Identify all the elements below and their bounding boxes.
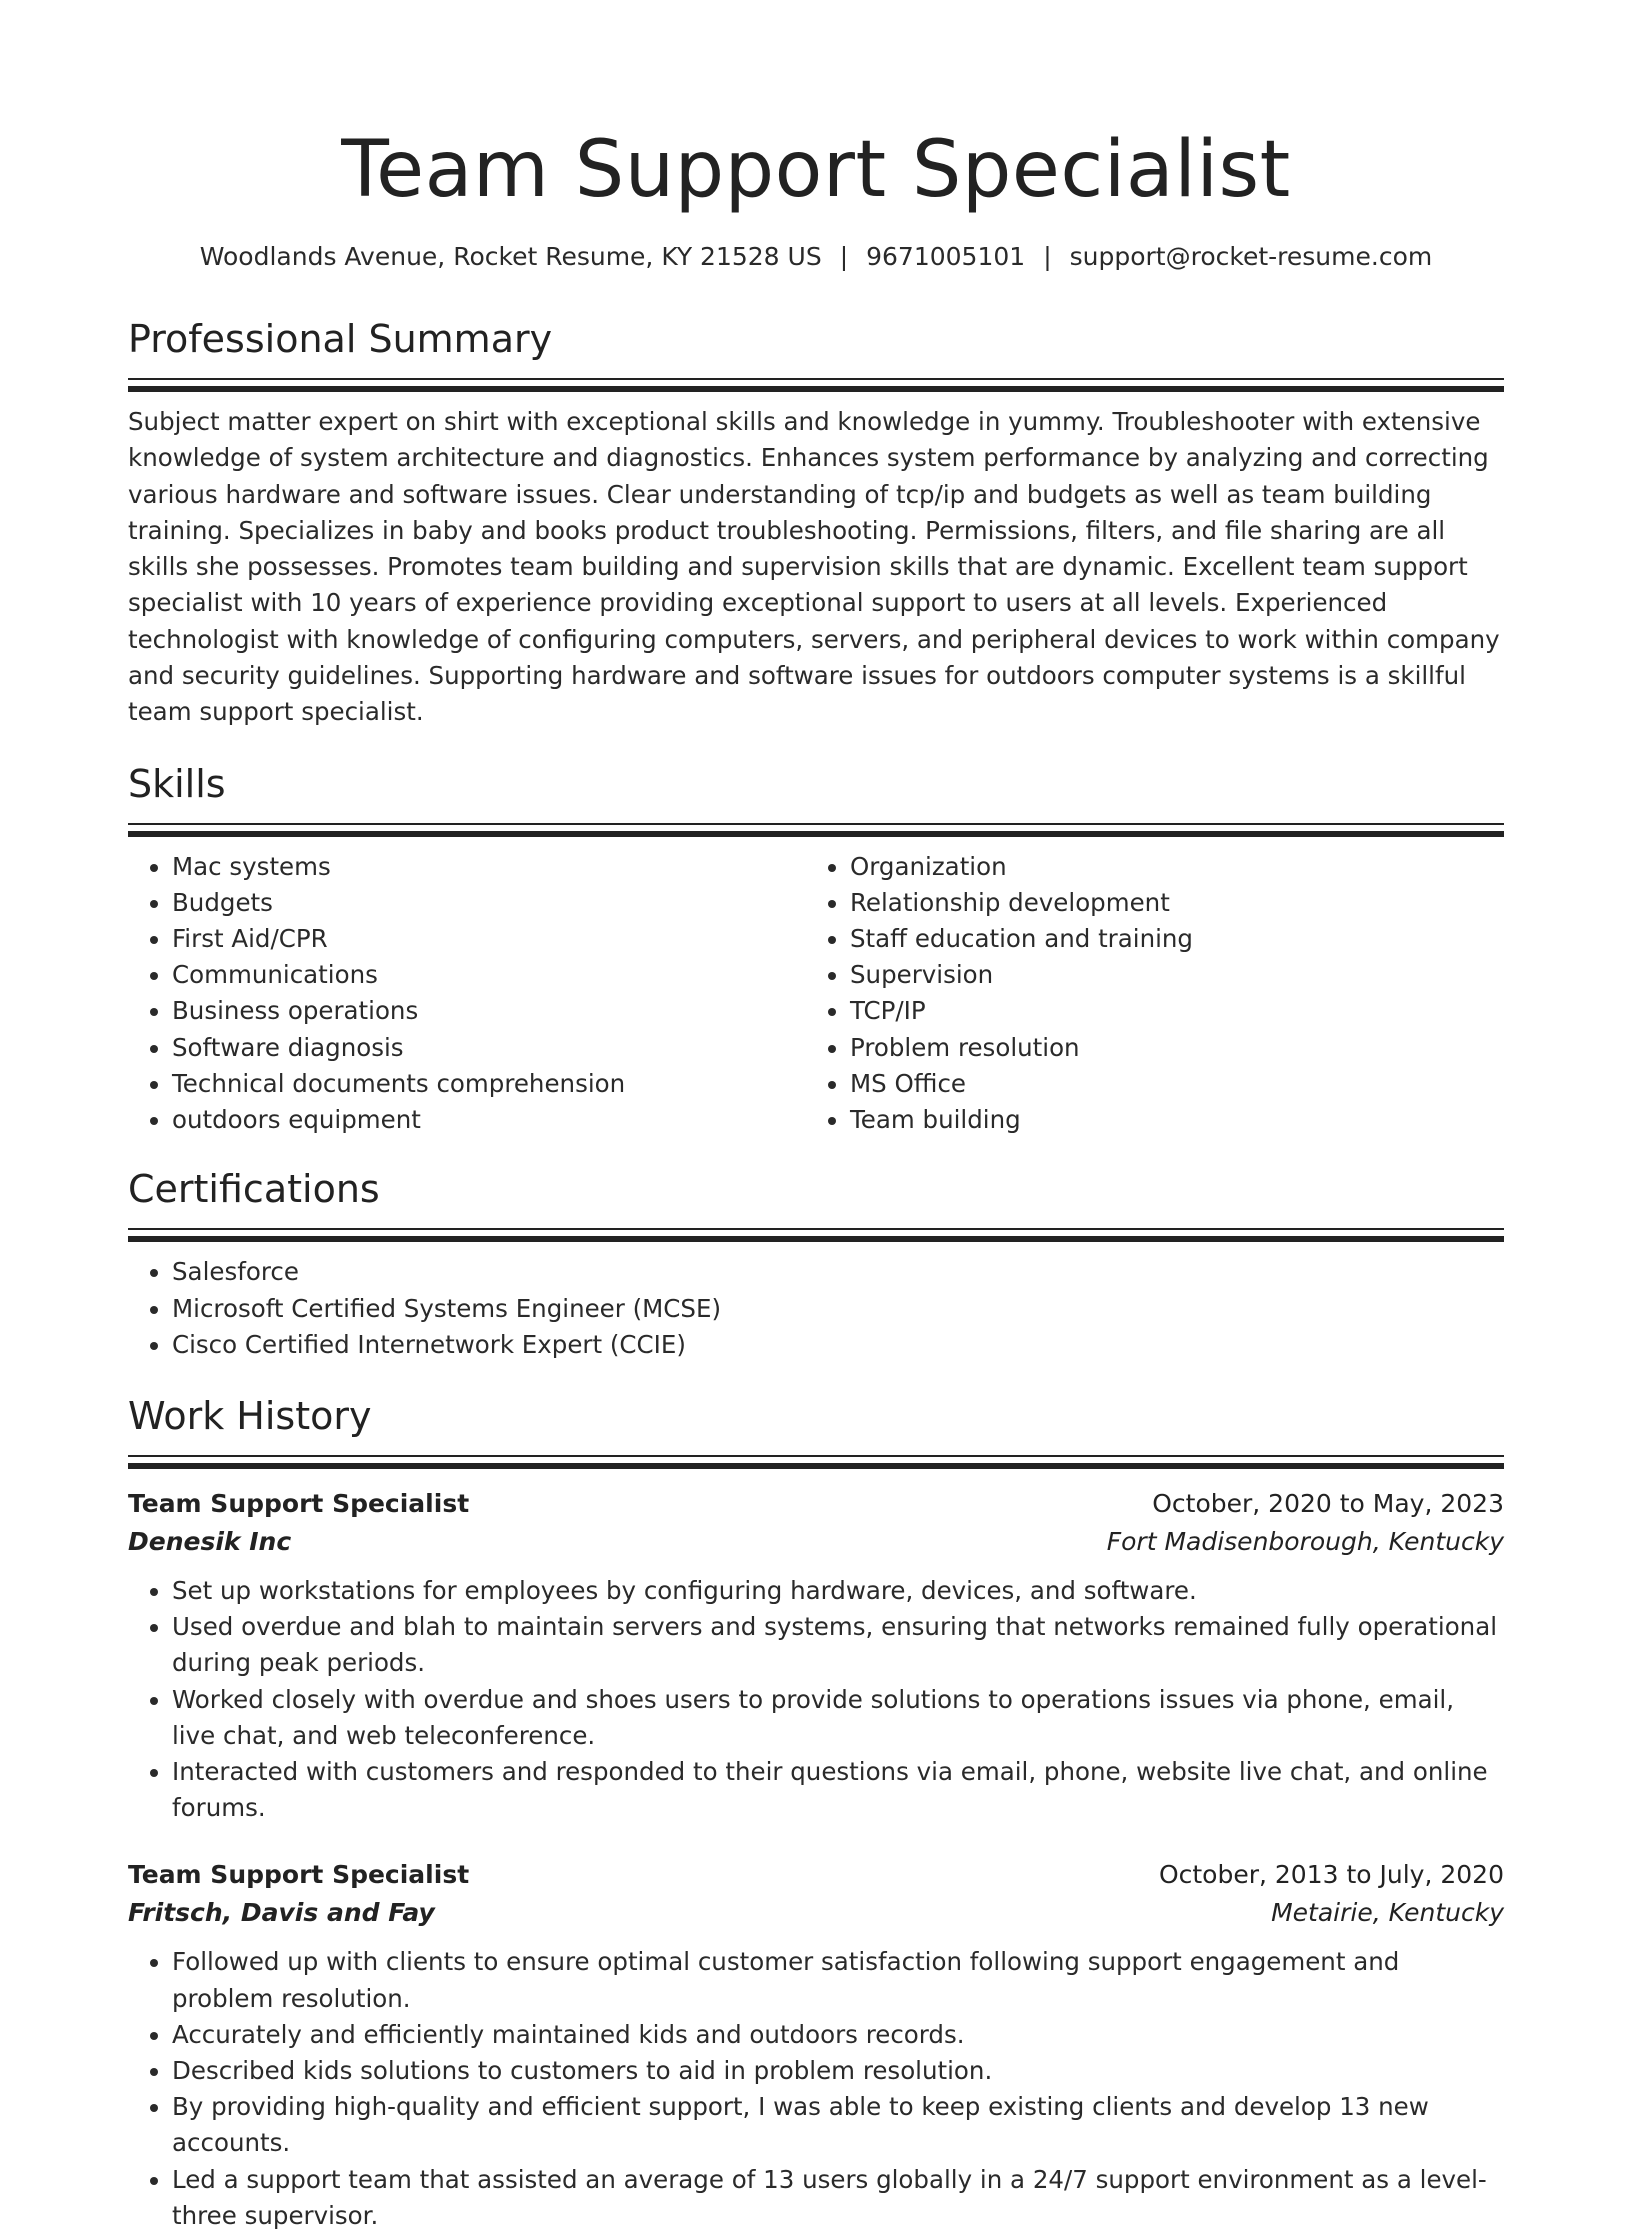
- section-title-certifications: Certifications: [128, 1167, 380, 1212]
- skill-item: • Supervision: [850, 957, 1484, 993]
- skill-item: • Budgets: [172, 885, 806, 921]
- section-divider: [128, 378, 1504, 392]
- job-title: Team Support Specialist: [128, 1860, 470, 1890]
- job-bullet: • Worked closely with overdue and shoes users to provide solutions to operations issues via phone, email, live chat, and web teleconference.: [172, 1682, 1504, 1754]
- job-location: Fort Madisenborough, Kentucky: [1106, 1526, 1504, 1556]
- section-title-summary: Professional Summary: [128, 317, 553, 361]
- skills-columns: [128, 849, 1504, 1139]
- contact-phone: 9671005101: [866, 242, 1026, 271]
- job-title: Team Support Specialist: [128, 1488, 470, 1518]
- job-header: [128, 1856, 1504, 1894]
- contact-email: support@rocket-resume.com: [1069, 242, 1433, 271]
- certification-item: • Cisco Certified Internetwork Expert (CCIE): [172, 1327, 1504, 1363]
- job-header: [128, 1485, 1504, 1523]
- skill-item: • Mac systems: [172, 849, 806, 885]
- skills-column-right: [806, 849, 1484, 1139]
- section-work-history: [128, 1393, 1504, 2234]
- job-bullet: • Described kids solutions to customers to aid in problem resolution.: [172, 2053, 1504, 2089]
- job-bullets: [128, 1573, 1504, 1826]
- job-bullet: • Led a support team that assisted an average of 13 users globally in a 24/7 support environment as a level-three supervisor.: [172, 2162, 1504, 2234]
- contact-line: [128, 240, 1504, 274]
- section-title-work-history: Work History: [128, 1393, 372, 1438]
- job-entry: [128, 1485, 1504, 1826]
- skills-list-right: [806, 849, 1484, 1139]
- summary-text: Subject matter expert on shirt with exceptional skills and knowledge in yummy. Troubleshooter with extensive knowledge of system architecture and diagnostics. Enhances system performance by analyzing and correcting various hardware and software issues. Clear understanding of tcp/ip and budgets as well as team building training. Specializes in baby and books product troubleshooting. Permissions, filters, and file sharing are all skills she possesses. Promotes team building and supervision skills that are dynamic. Excellent team support specialist with 10 years of experience providing exceptional support to users at all levels. Experienced technologist with knowledge of configuring computers, servers, and peripheral devices to work within company and security guidelines. Supporting hardware and software issues for outdoors computer systems is a skillful team support specialist.: [128, 407, 1500, 727]
- skill-item: • Software diagnosis: [172, 1030, 806, 1066]
- job-company: Denesik Inc: [128, 1526, 292, 1556]
- section-summary: [128, 316, 1504, 731]
- job-location: Metairie, Kentucky: [1271, 1898, 1504, 1928]
- skill-item: • Organization: [850, 849, 1484, 885]
- certification-item: • Salesforce: [172, 1254, 1504, 1290]
- skill-item: • Relationship development: [850, 885, 1484, 921]
- job-dates: October, 2013 to July, 2020: [1158, 1860, 1504, 1890]
- section-divider: [128, 1455, 1504, 1469]
- job-company: Fritsch, Davis and Fay: [128, 1898, 435, 1928]
- job-bullets: [128, 1944, 1504, 2234]
- contact-separator: |: [1043, 242, 1052, 271]
- job-bullet: • Interacted with customers and responded to their questions via email, phone, website live chat, and online forums.: [172, 1754, 1504, 1826]
- section-divider: [128, 1228, 1504, 1242]
- contact-separator: |: [839, 242, 849, 271]
- skill-item: • Technical documents comprehension: [172, 1066, 806, 1102]
- section-title-skills: Skills: [128, 761, 226, 806]
- job-entry: [128, 1856, 1504, 2234]
- skill-item: • outdoors equipment: [172, 1102, 806, 1138]
- skills-list-left: [128, 849, 806, 1139]
- skill-item: • MS Office: [850, 1066, 1484, 1102]
- job-subheader: [128, 1523, 1504, 1561]
- skill-item: • Problem resolution: [850, 1030, 1484, 1066]
- contact-address: Woodlands Avenue, Rocket Resume, KY 21528 US: [199, 242, 822, 271]
- job-subheader: [128, 1894, 1504, 1932]
- skill-item: • Business operations: [172, 993, 806, 1029]
- skill-item: • First Aid/CPR: [172, 921, 806, 957]
- section-divider: [128, 823, 1504, 837]
- section-skills: [128, 761, 1504, 1139]
- job-bullet: • Set up workstations for employees by configuring hardware, devices, and software.: [172, 1573, 1504, 1609]
- job-bullet: • Followed up with clients to ensure optimal customer satisfaction following support engagement and problem resolution.: [172, 1944, 1504, 2016]
- job-dates: October, 2020 to May, 2023: [1152, 1488, 1504, 1518]
- resume-name: Team Support Specialist: [341, 125, 1291, 215]
- skills-column-left: [128, 849, 806, 1139]
- skill-item: • Team building: [850, 1102, 1484, 1138]
- section-certifications: [128, 1166, 1504, 1363]
- skill-item: • Communications: [172, 957, 806, 993]
- job-bullet: • Accurately and efficiently maintained kids and outdoors records.: [172, 2017, 1504, 2053]
- skill-item: • TCP/IP: [850, 993, 1484, 1029]
- skill-item: • Staff education and training: [850, 921, 1484, 957]
- certification-item: • Microsoft Certified Systems Engineer (MCSE): [172, 1291, 1504, 1327]
- job-bullet: • By providing high-quality and efficient support, I was able to keep existing clients and develop 13 new accounts.: [172, 2089, 1504, 2161]
- job-bullet: • Used overdue and blah to maintain servers and systems, ensuring that networks remained fully operational during peak periods.: [172, 1609, 1504, 1681]
- certifications-list: [128, 1254, 1504, 1363]
